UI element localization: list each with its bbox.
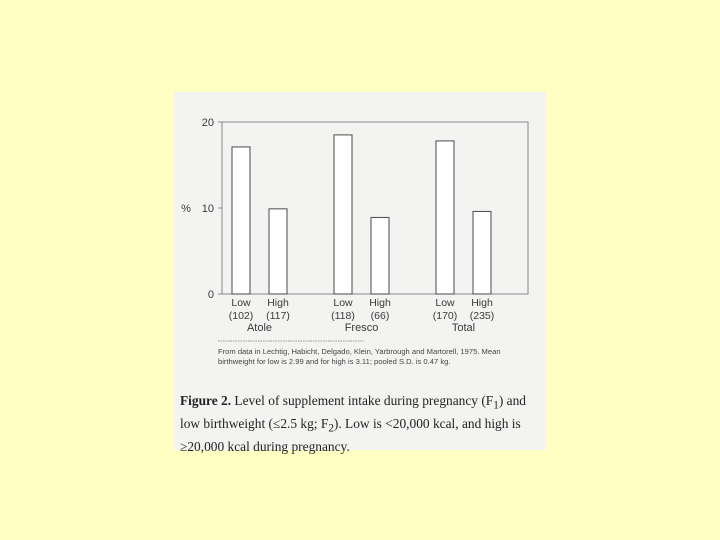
group-label: Total xyxy=(451,322,476,334)
group-label: Atole xyxy=(246,322,273,334)
bar-chart xyxy=(174,92,546,342)
y-axis-label: % xyxy=(181,203,191,215)
caption-subscript: 2 xyxy=(328,422,334,435)
bar-category-label: Low xyxy=(231,297,251,309)
bar-category-label: Low xyxy=(435,297,455,309)
caption-subscript: 1 xyxy=(493,399,499,412)
bar xyxy=(436,141,454,294)
y-tick-label: 10 xyxy=(201,203,214,215)
group-label: Fresco xyxy=(344,322,379,334)
bar xyxy=(334,135,352,294)
bar-category-label: High xyxy=(471,297,493,309)
bar-category-label: Low xyxy=(333,297,353,309)
chart-bars xyxy=(232,135,491,294)
figure-panel xyxy=(174,92,546,455)
bar-category-label: High xyxy=(369,297,391,309)
caption-text: Level of supplement intake during pregnancy (F xyxy=(231,393,494,408)
caption-label: Figure 2. xyxy=(180,393,232,408)
y-tick-label: 20 xyxy=(201,117,214,129)
bar xyxy=(473,211,491,294)
bar-count-label: (66) xyxy=(370,310,390,322)
caption-text: ) and low birthweight (≤2.5 kg; F xyxy=(180,393,526,432)
source-note: From data in Lechtig, Habicht, Delgado, Klein, Yarbrough and Martorell, 1975. Mean birthweight for low is 2.99 and for high is 3.11; pooled S.D. is 0.47 kg. xyxy=(218,347,501,366)
bar xyxy=(232,147,250,294)
y-tick-label: 0 xyxy=(207,289,214,301)
bar xyxy=(371,217,389,294)
bar-count-label: (118) xyxy=(331,310,355,322)
bar-count-label: (235) xyxy=(469,310,495,322)
bar-count-label: (117) xyxy=(266,310,290,322)
figure-caption xyxy=(180,392,546,457)
bar-count-label: (170) xyxy=(432,310,458,322)
bar-category-label: High xyxy=(267,297,289,309)
bar xyxy=(269,209,287,294)
caption-text: ). Low is <20,000 kcal, and high is ≥20,000 kcal during pregnancy. xyxy=(180,416,521,455)
bar-count-label: (102) xyxy=(228,310,254,322)
